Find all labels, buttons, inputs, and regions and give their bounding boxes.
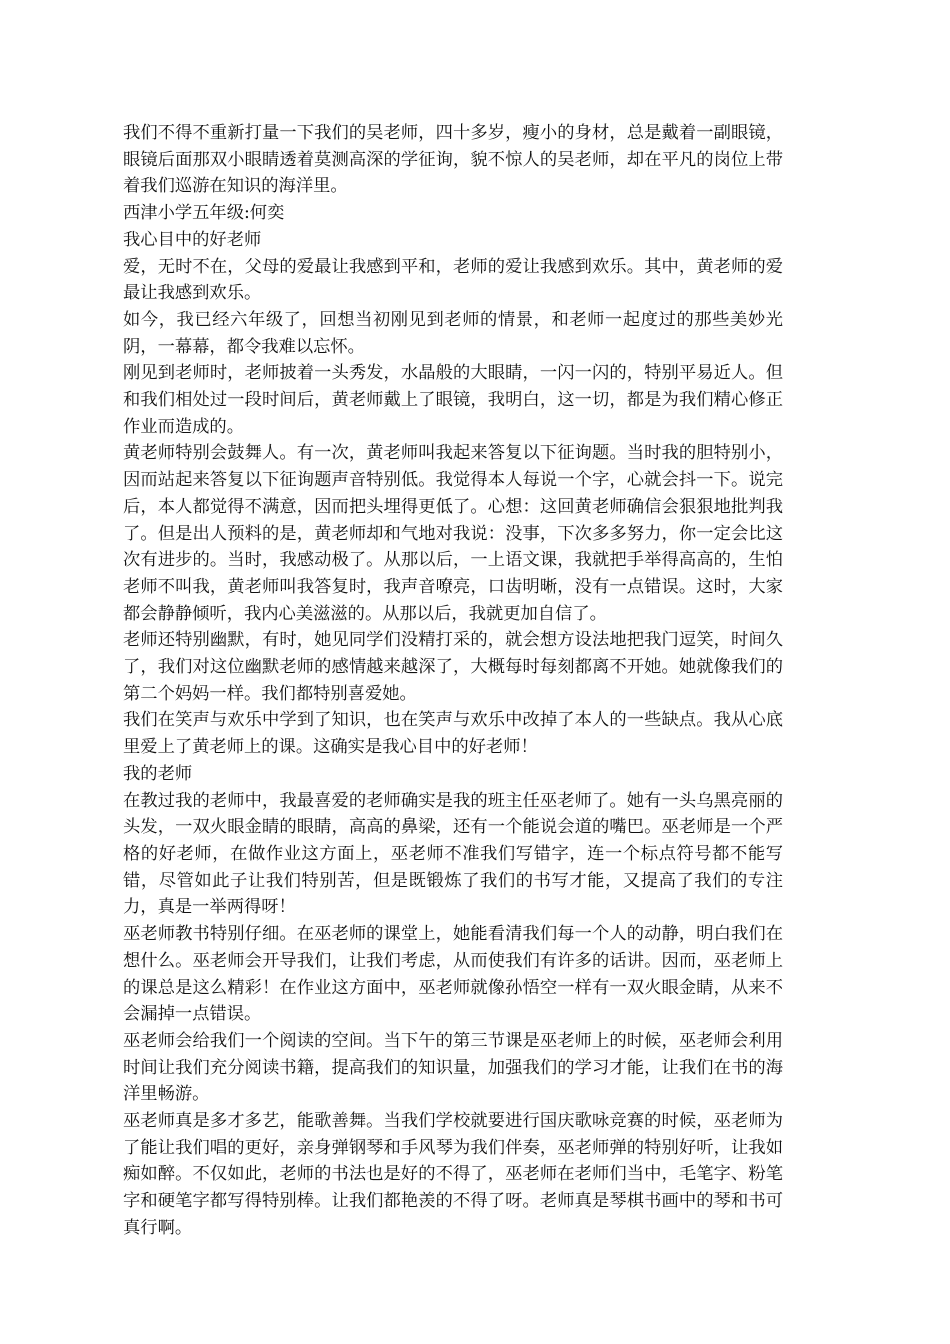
paragraph: 爱，无时不在，父母的爱最让我感到平和，老师的爱让我感到欢乐。其中，黄老师的爱最让我感到欢乐。 (123, 256, 783, 304)
author-byline: 西津小学五年级:何奕 (123, 203, 285, 224)
paragraph: 黄老师特别会鼓舞人。有一次，黄老师叫我起来答复以下征询题。当时我的胆特别小，因而站起来答复以下征询题声音特别低。我觉得本人每说一个字，心就会抖一下。说完后，本人都觉得不满意，因而把头埋得更低了。心想：这回黄老师确信会狠狠地批判我了。但是出人预料的是，黄老师却和气地对我说：没事，下次多多努力，你一定会比这次有进步的。当时，我感动极了。从那以后，一上语文课，我就把手举得高高的，生怕老师不叫我，黄老师叫我答复时，我声音嘹亮，口齿明晰，没有一点错误。这时，大家都会静静倾听，我内心美滋滋的。从那以后，我就更加自信了。 (123, 443, 783, 624)
paragraph-intro: 我们不得不重新打量一下我们的吴老师，四十多岁，瘦小的身材，总是戴着一副眼镜，眼镜后面那双小眼睛透着莫测高深的学征询，貌不惊人的吴老师，却在平凡的岗位上带着我们巡游在知识的海洋里。 (123, 123, 783, 197)
paragraph: 老师还特别幽默，有时，她见同学们没精打采的，就会想方设法地把我门逗笑，时间久了，我们对这位幽默老师的感情越来越深了，大概每时每刻都离不开她。她就像我们的第二个妈妈一样。我们都特别喜爱她。 (123, 630, 783, 704)
paragraph: 巫老师真是多才多艺，能歌善舞。当我们学校就要进行国庆歌咏竞赛的时候，巫老师为了能让我们唱的更好，亲身弹钢琴和手风琴为我们伴奏，巫老师弹的特别好听，让我如痴如醉。不仅如此，老师的书法也是好的不得了，巫老师在老师们当中，毛笔字、粉笔字和硬笔字都写得特别棒。让我们都艳羡的不得了呀。老师真是琴棋书画中的琴和书可真行啊。 (123, 1111, 783, 1238)
paragraph: 我们在笑声与欢乐中学到了知识，也在笑声与欢乐中改掉了本人的一些缺点。我从心底里爱上了黄老师上的课。这确实是我心目中的好老师！ (123, 710, 783, 758)
paragraph: 如今，我已经六年级了，回想当初刚见到老师的情景，和老师一起度过的那些美妙光阴，一幕幕，都令我难以忘怀。 (123, 309, 783, 357)
essay-title-good-teacher: 我心目中的好老师 (123, 229, 262, 250)
paragraph: 刚见到老师时，老师披着一头秀发，水晶般的大眼睛，一闪一闪的，特别平易近人。但和我们相处过一段时间后，黄老师戴上了眼镜，我明白，这一切，都是为我们精心修正作业而造成的。 (123, 363, 783, 437)
document-page (123, 120, 783, 1242)
paragraph: 在教过我的老师中，我最喜爱的老师确实是我的班主任巫老师了。她有一头乌黑亮丽的头发，一双火眼金睛的眼睛，高高的鼻梁，还有一个能说会道的嘴巴。巫老师是一个严格的好老师，在做作业这方面上，巫老师不准我们写错字，连一个标点符号都不能写错，尽管如此子让我们特别苦，但是既锻炼了我们的书写才能，又提高了我们的专注力，真是一举两得呀！ (123, 790, 783, 918)
paragraph: 巫老师教书特别仔细。在巫老师的课堂上，她能看清我们每一个人的动静，明白我们在想什么。巫老师会开导我们，让我们考虑，从而使我们有许多的话讲。因而，巫老师上的课总是这么精彩！在作业这方面中，巫老师就像孙悟空一样有一双火眼金睛，从来不会漏掉一点错误。 (123, 924, 783, 1025)
essay-title-my-teacher: 我的老师 (123, 763, 193, 784)
paragraph: 巫老师会给我们一个阅读的空间。当下午的第三节课是巫老师上的时候，巫老师会利用时间让我们充分阅读书籍，提高我们的知识量，加强我们的学习才能，让我们在书的海洋里畅游。 (123, 1030, 783, 1105)
